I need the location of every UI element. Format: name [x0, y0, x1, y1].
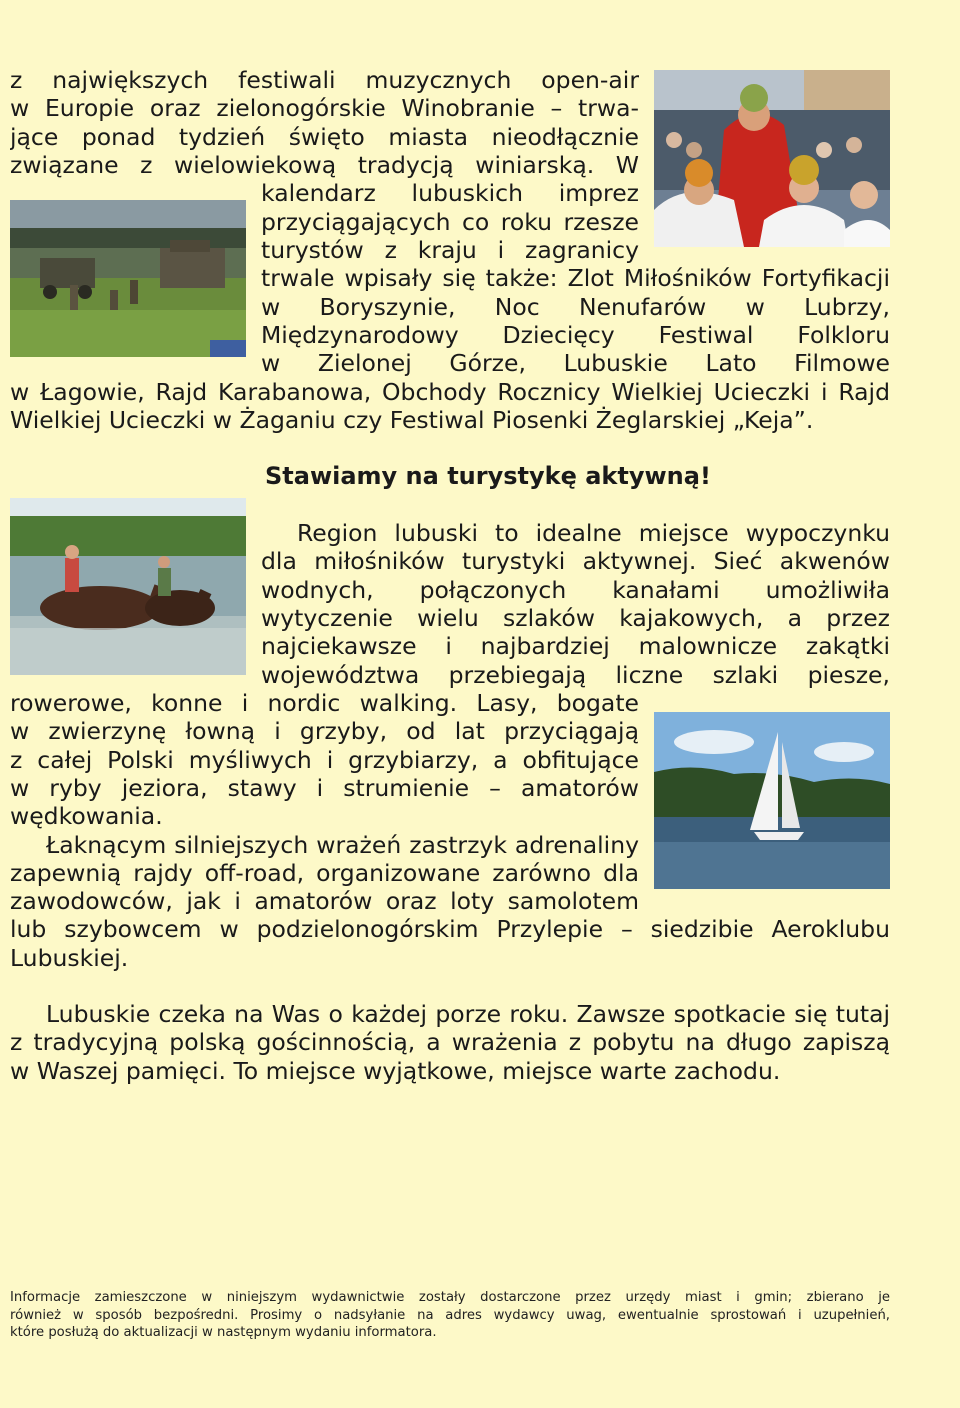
- text-line: w Łagowie, Rajd Karabanowa, Obchody Rocznicy Wielkiej Ucieczki i Rajd: [10, 378, 890, 406]
- text-line: wodnych, połączonych kanałami umożliwiła: [261, 576, 890, 604]
- sailboat-photo: [654, 712, 890, 889]
- text-line: Łaknącym silniejszych wrażeń zastrzyk adrenaliny: [46, 831, 639, 859]
- text-line: Region lubuski to idealne miejsce wypoczynku: [297, 519, 890, 547]
- horse-riding-photo: [10, 498, 246, 675]
- reenactment-photo: [10, 200, 246, 357]
- text-line: trwale wpisały się także: Zlot Miłośników Fortyfikacji: [261, 264, 890, 292]
- text-line: w Boryszynie, Noc Nenufarów w Lubrzy,: [261, 293, 890, 321]
- text-line: z największych festiwali muzycznych open-air: [10, 66, 639, 94]
- text-line: przyciągających co roku rzesze: [261, 208, 639, 236]
- text-line: z całej Polski myśliwych i grzybiarzy, a obfitujące: [10, 746, 639, 774]
- text-line: kalendarz lubuskich imprez: [261, 179, 639, 207]
- text-line: Lubuskie czeka na Was o każdej porze roku. Zawsze spotkacie się tutaj: [46, 1000, 890, 1028]
- text-line: najciekawsze i najbardziej malownicze zakątki: [261, 632, 890, 660]
- text-line: lub szybowcem w podzielonogórskim Przylepie – siedzibie Aeroklubu: [10, 915, 890, 943]
- text-line: związane z wielowiekową tradycją winiarską. W: [10, 151, 639, 179]
- text-line: z tradycyjną polską gościnnością, a wrażenia z pobytu na długo zapiszą: [10, 1028, 890, 1056]
- text-line: wytyczenie wielu szlaków kajakowych, a przez: [261, 604, 890, 632]
- text-line: Międzynarodowy Dziecięcy Festiwal Folkloru: [261, 321, 890, 349]
- text-line: jące ponad tydzień święto miasta nieodłącznie: [10, 123, 639, 151]
- text-line: Wielkiej Ucieczki w Żaganiu czy Festiwal Piosenki Żeglarskiej „Keja”.: [10, 406, 814, 434]
- footnote-line: które posłużą do aktualizacji w następnym wydaniu informatora.: [10, 1325, 437, 1341]
- section-heading: Stawiamy na turystykę aktywną!: [265, 462, 711, 490]
- text-line: w Waszej pamięci. To miejsce wyjątkowe, miejsce warte zachodu.: [10, 1057, 781, 1085]
- text-line: zawodowców, jak i amatorów oraz loty samolotem: [10, 887, 639, 915]
- text-line: w Europie oraz zielonogórskie Winobranie – trwa-: [10, 94, 639, 122]
- text-line: w Zielonej Górze, Lubuskie Lato Filmowe: [261, 349, 890, 377]
- festival-photo: [654, 70, 890, 247]
- footnote-line: Informacje zamieszczone w niniejszym wydawnictwie zostały dostarczone przez urzędy miast i gmin; zbierano je: [10, 1290, 890, 1305]
- text-line: wędkowania.: [10, 802, 163, 830]
- text-line: dla miłośników turystyki aktywnej. Sieć akwenów: [261, 547, 890, 575]
- text-line: rowerowe, konne i nordic walking. Lasy, bogate: [10, 689, 639, 717]
- footnote-line: również w sposób bezpośredni. Prosimy o nadsyłanie na adres wydawcy uwag, ewentualnie sprostowań i uzupełnień,: [10, 1307, 890, 1323]
- text-line: turystów z kraju i zagranicy: [261, 236, 639, 264]
- text-line: Lubuskiej.: [10, 944, 129, 972]
- text-line: zapewnią rajdy off-road, organizowane zarówno dla: [10, 859, 639, 887]
- text-line: województwa przebiegają liczne szlaki piesze,: [261, 661, 890, 689]
- text-line: w zwierzynę łowną i grzyby, od lat przyciągają: [10, 717, 639, 745]
- footnote: [10, 1289, 890, 1342]
- text-line: w ryby jeziora, stawy i strumienie – amatorów: [10, 774, 639, 802]
